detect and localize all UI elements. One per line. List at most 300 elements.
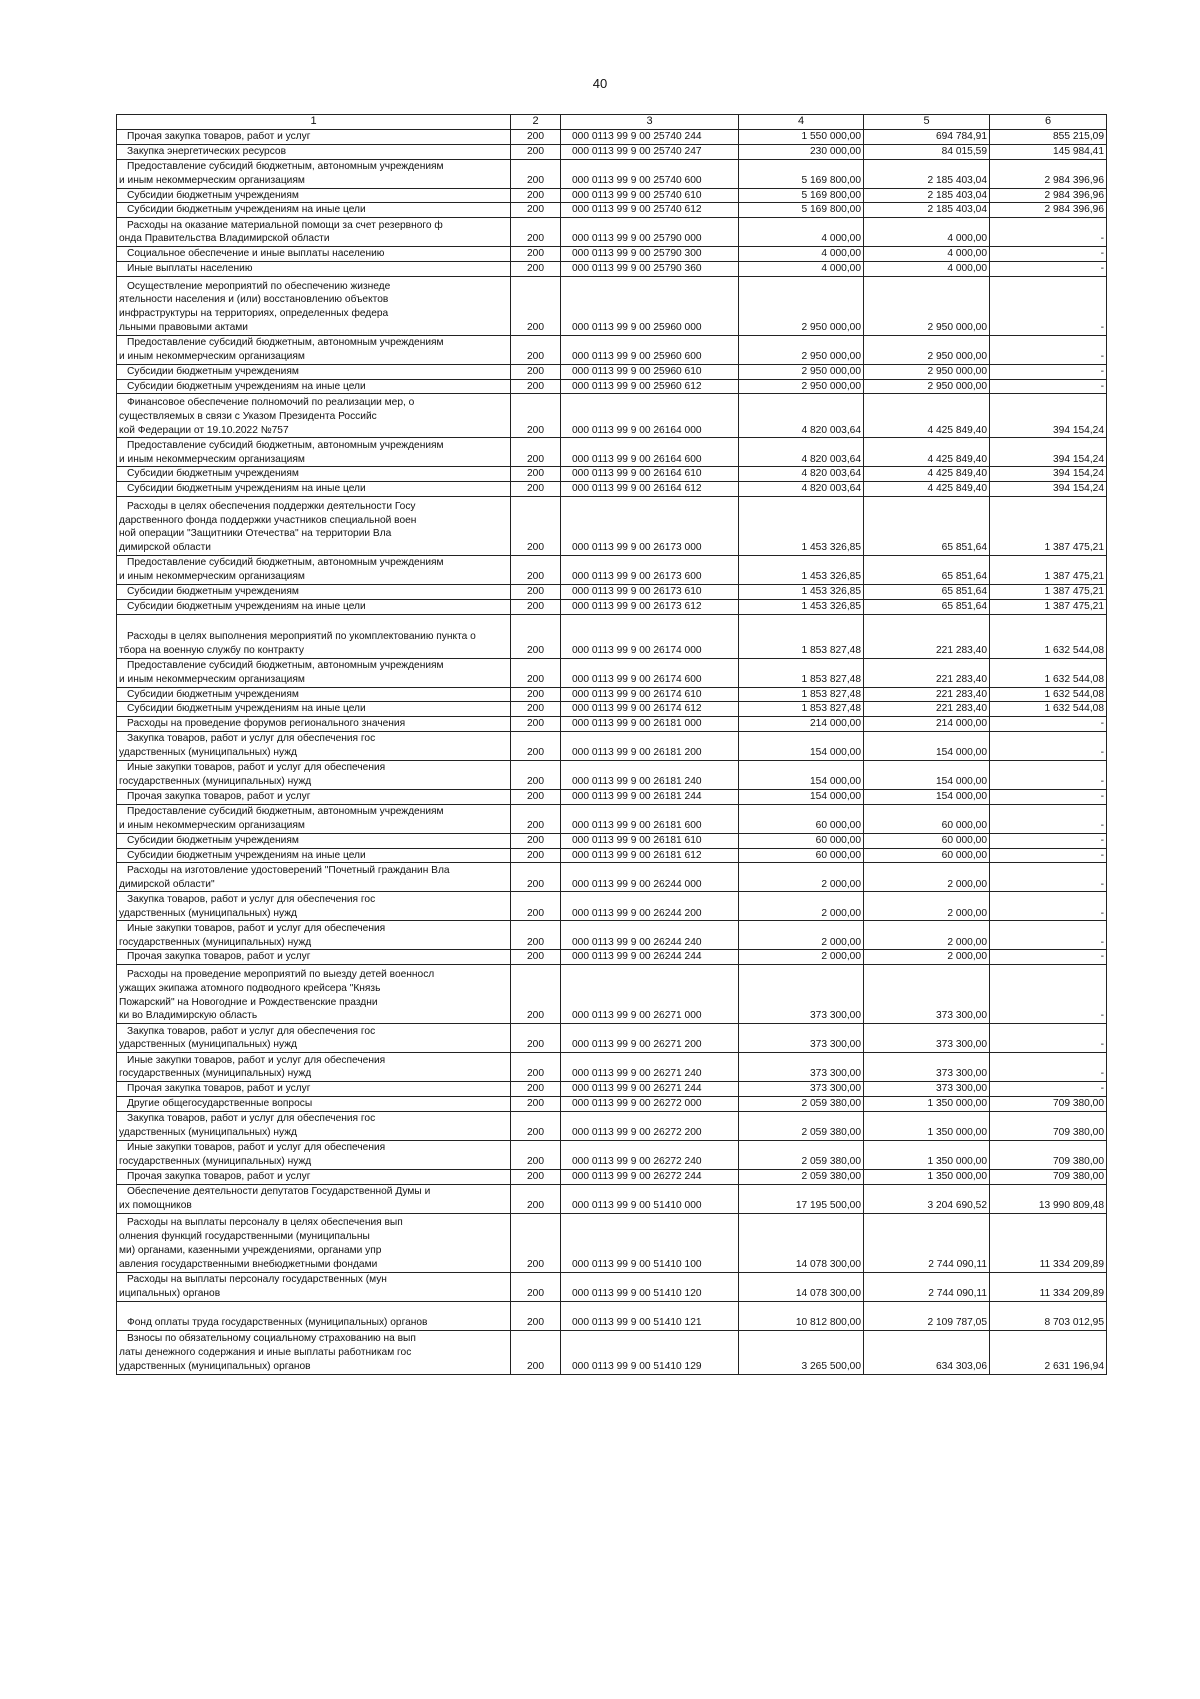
budget-classification-code-cell: 000 0113 99 9 00 26181 000 [561,717,739,732]
expense-name-cell: Закупка товаров, работ и услуг для обеспечения гос ударственных (муниципальных) нужд [117,892,511,921]
table-row [117,1096,1107,1111]
table-row [117,482,1107,497]
budget-classification-code-cell: 000 0113 99 9 00 25740 600 [561,159,739,188]
page-number: 40 [592,76,608,91]
table-row [117,379,1107,394]
executed-amount-cell: 4 425 849,40 [864,467,990,482]
unexecuted-amount-cell: 394 154,24 [990,482,1107,497]
unexecuted-amount-cell: - [990,335,1107,364]
budget-classification-code-cell: 000 0113 99 9 00 26181 612 [561,848,739,863]
approved-amount-cell: 1 853 827,48 [739,658,864,687]
executed-amount-cell: 2 744 090,11 [864,1213,990,1272]
table-row [117,1111,1107,1140]
line-code-cell: 200 [511,804,561,833]
approved-amount-cell: 60 000,00 [739,833,864,848]
budget-classification-code-cell: 000 0113 99 9 00 26244 000 [561,863,739,892]
line-code-cell: 200 [511,276,561,335]
unexecuted-amount-cell: - [990,364,1107,379]
executed-amount-cell: 65 851,64 [864,555,990,584]
expense-name-cell: Иные закупки товаров, работ и услуг для обеспечения государственных (муниципальных) нужд [117,1053,511,1082]
executed-amount-cell: 2 744 090,11 [864,1272,990,1301]
executed-amount-cell: 4 000,00 [864,247,990,262]
budget-classification-code-cell: 000 0113 99 9 00 51410 121 [561,1301,739,1330]
expense-name-cell: Предоставление субсидий бюджетным, автономным учреждениям и иным некоммерческим организациям [117,804,511,833]
approved-amount-cell: 5 169 800,00 [739,188,864,203]
line-code-cell: 200 [511,950,561,965]
executed-amount-cell: 4 425 849,40 [864,438,990,467]
budget-classification-code-cell: 000 0113 99 9 00 25740 610 [561,188,739,203]
expense-name-cell: Иные закупки товаров, работ и услуг для обеспечения государственных (муниципальных) нужд [117,921,511,950]
approved-amount-cell: 17 195 500,00 [739,1184,864,1213]
executed-amount-cell: 2 000,00 [864,921,990,950]
table-row [117,1053,1107,1082]
line-code-cell: 200 [511,247,561,262]
expense-name-cell: Обеспечение деятельности депутатов Государственной Думы и их помощников [117,1184,511,1213]
expense-name-cell: Прочая закупка товаров, работ и услуг [117,1082,511,1097]
expense-name-cell: Субсидии бюджетным учреждениям [117,833,511,848]
unexecuted-amount-cell: 2 631 196,94 [990,1330,1107,1374]
expense-name-cell: Расходы в целях обеспечения поддержки деятельности Госу дарственного фонда поддержки участников специальной воен ной операции "Защитники Отечества" на территории Вла димирской области [117,496,511,555]
expense-name-cell: Субсидии бюджетным учреждениям [117,188,511,203]
unexecuted-amount-cell: 394 154,24 [990,394,1107,438]
unexecuted-amount-cell: 1 632 544,08 [990,702,1107,717]
approved-amount-cell: 4 820 003,64 [739,438,864,467]
table-row [117,1169,1107,1184]
executed-amount-cell: 1 350 000,00 [864,1111,990,1140]
table-row [117,335,1107,364]
line-code-cell: 200 [511,496,561,555]
approved-amount-cell: 2 000,00 [739,863,864,892]
line-code-cell: 200 [511,892,561,921]
budget-classification-code-cell: 000 0113 99 9 00 25740 244 [561,130,739,145]
unexecuted-amount-cell: 394 154,24 [990,438,1107,467]
unexecuted-amount-cell: 855 215,09 [990,130,1107,145]
expense-name-cell: Субсидии бюджетным учреждениям на иные цели [117,702,511,717]
approved-amount-cell: 214 000,00 [739,717,864,732]
approved-amount-cell: 2 059 380,00 [739,1140,864,1169]
line-code-cell: 200 [511,203,561,218]
executed-amount-cell: 2 185 403,04 [864,159,990,188]
table-row [117,496,1107,555]
unexecuted-amount-cell: 709 380,00 [990,1140,1107,1169]
unexecuted-amount-cell: - [990,1024,1107,1053]
table-row [117,159,1107,188]
executed-amount-cell: 221 283,40 [864,687,990,702]
line-code-cell: 200 [511,555,561,584]
budget-classification-code-cell: 000 0113 99 9 00 26272 000 [561,1096,739,1111]
line-code-cell: 200 [511,379,561,394]
expense-name-cell: Расходы на выплаты персоналу в целях обеспечения вып олнения функций государственными (муниципальны ми) органами, казенными учреждениями, органами упр авления государственными внебюджетными фондами [117,1213,511,1272]
unexecuted-amount-cell: 709 380,00 [990,1096,1107,1111]
budget-classification-code-cell: 000 0113 99 9 00 51410 000 [561,1184,739,1213]
executed-amount-cell: 4 425 849,40 [864,394,990,438]
approved-amount-cell: 373 300,00 [739,1082,864,1097]
line-code-cell: 200 [511,438,561,467]
approved-amount-cell: 2 950 000,00 [739,335,864,364]
table-row [117,1213,1107,1272]
table-row [117,276,1107,335]
table-row [117,467,1107,482]
table-row [117,965,1107,1024]
unexecuted-amount-cell: - [990,379,1107,394]
unexecuted-amount-cell: - [990,892,1107,921]
executed-amount-cell: 2 185 403,04 [864,203,990,218]
line-code-cell: 200 [511,467,561,482]
line-code-cell: 200 [511,687,561,702]
line-code-cell: 200 [511,921,561,950]
line-code-cell: 200 [511,159,561,188]
line-code-cell: 200 [511,482,561,497]
executed-amount-cell: 154 000,00 [864,731,990,760]
approved-amount-cell: 373 300,00 [739,1024,864,1053]
expense-name-cell: Расходы на изготовление удостоверений "Почетный гражданин Вла димирской области" [117,863,511,892]
approved-amount-cell: 14 078 300,00 [739,1272,864,1301]
budget-classification-code-cell: 000 0113 99 9 00 26174 600 [561,658,739,687]
approved-amount-cell: 3 265 500,00 [739,1330,864,1374]
expense-name-cell: Субсидии бюджетным учреждениям [117,364,511,379]
budget-classification-code-cell: 000 0113 99 9 00 26244 240 [561,921,739,950]
budget-classification-code-cell: 000 0113 99 9 00 25790 300 [561,247,739,262]
expense-name-cell: Расходы на проведение форумов регионального значения [117,717,511,732]
table-row [117,1140,1107,1169]
approved-amount-cell: 230 000,00 [739,144,864,159]
executed-amount-cell: 2 000,00 [864,892,990,921]
unexecuted-amount-cell: 1 632 544,08 [990,687,1107,702]
unexecuted-amount-cell: 11 334 209,89 [990,1272,1107,1301]
budget-classification-code-cell: 000 0113 99 9 00 26244 200 [561,892,739,921]
expense-name-cell: Прочая закупка товаров, работ и услуг [117,789,511,804]
line-code-cell: 200 [511,364,561,379]
table-row [117,261,1107,276]
budget-classification-code-cell: 000 0113 99 9 00 26271 244 [561,1082,739,1097]
budget-classification-code-cell: 000 0113 99 9 00 26164 610 [561,467,739,482]
line-code-cell: 200 [511,965,561,1024]
line-code-cell: 200 [511,1330,561,1374]
line-code-cell: 200 [511,1140,561,1169]
unexecuted-amount-cell: - [990,965,1107,1024]
executed-amount-cell: 60 000,00 [864,804,990,833]
approved-amount-cell: 1 853 827,48 [739,614,864,658]
line-code-cell: 200 [511,1184,561,1213]
line-code-cell: 200 [511,614,561,658]
approved-amount-cell: 2 950 000,00 [739,276,864,335]
budget-classification-code-cell: 000 0113 99 9 00 25740 612 [561,203,739,218]
unexecuted-amount-cell: 1 387 475,21 [990,496,1107,555]
table-row [117,950,1107,965]
column-header-6: 6 [990,115,1107,130]
expense-name-cell: Финансовое обеспечение полномочий по реализации мер, о существляемых в связи с Указом Президента Российс кой Федерации от 19.10.2022 №757 [117,394,511,438]
unexecuted-amount-cell: - [990,804,1107,833]
line-code-cell: 200 [511,1213,561,1272]
approved-amount-cell: 4 000,00 [739,247,864,262]
table-row [117,848,1107,863]
line-code-cell: 200 [511,833,561,848]
budget-classification-code-cell: 000 0113 99 9 00 25960 610 [561,364,739,379]
line-code-cell: 200 [511,1096,561,1111]
expense-name-cell: Другие общегосударственные вопросы [117,1096,511,1111]
approved-amount-cell: 1 453 326,85 [739,555,864,584]
executed-amount-cell: 65 851,64 [864,599,990,614]
expense-name-cell: Закупка товаров, работ и услуг для обеспечения гос ударственных (муниципальных) нужд [117,731,511,760]
approved-amount-cell: 2 059 380,00 [739,1111,864,1140]
table-row [117,130,1107,145]
expense-name-cell: Социальное обеспечение и иные выплаты населению [117,247,511,262]
line-code-cell: 200 [511,1111,561,1140]
budget-classification-code-cell: 000 0113 99 9 00 25960 612 [561,379,739,394]
executed-amount-cell: 221 283,40 [864,614,990,658]
table-row [117,188,1107,203]
expense-name-cell: Прочая закупка товаров, работ и услуг [117,130,511,145]
executed-amount-cell: 4 425 849,40 [864,482,990,497]
unexecuted-amount-cell: - [990,789,1107,804]
approved-amount-cell: 2 000,00 [739,921,864,950]
unexecuted-amount-cell: 145 984,41 [990,144,1107,159]
unexecuted-amount-cell: - [990,717,1107,732]
expense-name-cell: Закупка товаров, работ и услуг для обеспечения гос ударственных (муниципальных) нужд [117,1024,511,1053]
executed-amount-cell: 84 015,59 [864,144,990,159]
table-row [117,1082,1107,1097]
approved-amount-cell: 2 950 000,00 [739,379,864,394]
line-code-cell: 200 [511,731,561,760]
unexecuted-amount-cell: 1 387 475,21 [990,555,1107,584]
unexecuted-amount-cell: - [990,1082,1107,1097]
column-header-2: 2 [511,115,561,130]
approved-amount-cell: 1 853 827,48 [739,702,864,717]
expense-name-cell: Субсидии бюджетным учреждениям на иные цели [117,482,511,497]
executed-amount-cell: 2 185 403,04 [864,188,990,203]
budget-execution-table [116,114,1107,1375]
budget-classification-code-cell: 000 0113 99 9 00 26173 610 [561,584,739,599]
budget-classification-code-cell: 000 0113 99 9 00 25740 247 [561,144,739,159]
executed-amount-cell: 3 204 690,52 [864,1184,990,1213]
executed-amount-cell: 634 303,06 [864,1330,990,1374]
unexecuted-amount-cell: 1 387 475,21 [990,584,1107,599]
budget-classification-code-cell: 000 0113 99 9 00 26174 612 [561,702,739,717]
executed-amount-cell: 373 300,00 [864,1024,990,1053]
approved-amount-cell: 2 059 380,00 [739,1169,864,1184]
expense-name-cell: Предоставление субсидий бюджетным, автономным учреждениям и иным некоммерческим организациям [117,555,511,584]
unexecuted-amount-cell: - [990,731,1107,760]
budget-classification-code-cell: 000 0113 99 9 00 26181 610 [561,833,739,848]
unexecuted-amount-cell: 2 984 396,96 [990,203,1107,218]
budget-classification-code-cell: 000 0113 99 9 00 26173 000 [561,496,739,555]
table-row [117,658,1107,687]
line-code-cell: 200 [511,863,561,892]
expense-name-cell: Предоставление субсидий бюджетным, автономным учреждениям и иным некоммерческим организациям [117,335,511,364]
table-row [117,247,1107,262]
expense-name-cell: Субсидии бюджетным учреждениям на иные цели [117,379,511,394]
table-row [117,614,1107,658]
table-row [117,438,1107,467]
table-row [117,1024,1107,1053]
table-row [117,394,1107,438]
approved-amount-cell: 4 000,00 [739,261,864,276]
budget-classification-code-cell: 000 0113 99 9 00 51410 120 [561,1272,739,1301]
budget-classification-code-cell: 000 0113 99 9 00 26244 244 [561,950,739,965]
table-row [117,863,1107,892]
executed-amount-cell: 2 000,00 [864,950,990,965]
table-row [117,760,1107,789]
budget-classification-code-cell: 000 0113 99 9 00 25790 360 [561,261,739,276]
expense-name-cell: Расходы в целях выполнения мероприятий по укомплектованию пункта о тбора на военную службу по контракту [117,614,511,658]
line-code-cell: 200 [511,1301,561,1330]
column-header-1: 1 [117,115,511,130]
executed-amount-cell: 4 000,00 [864,261,990,276]
table-row [117,789,1107,804]
executed-amount-cell: 373 300,00 [864,965,990,1024]
expense-name-cell: Иные выплаты населению [117,261,511,276]
executed-amount-cell: 4 000,00 [864,218,990,247]
executed-amount-cell: 221 283,40 [864,658,990,687]
expense-name-cell: Фонд оплаты труда государственных (муниципальных) органов [117,1301,511,1330]
executed-amount-cell: 60 000,00 [864,833,990,848]
budget-classification-code-cell: 000 0113 99 9 00 26181 240 [561,760,739,789]
table-row [117,892,1107,921]
line-code-cell: 200 [511,599,561,614]
approved-amount-cell: 4 000,00 [739,218,864,247]
approved-amount-cell: 10 812 800,00 [739,1301,864,1330]
unexecuted-amount-cell: 2 984 396,96 [990,159,1107,188]
unexecuted-amount-cell: - [990,921,1107,950]
table-row [117,599,1107,614]
unexecuted-amount-cell: 1 632 544,08 [990,658,1107,687]
unexecuted-amount-cell: - [990,218,1107,247]
expense-name-cell: Расходы на проведение мероприятий по выезду детей военносл ужащих экипажа атомного подводного крейсера "Князь Пожарский" на Новогодние и Рождественские праздни ки во Владимирскую область [117,965,511,1024]
approved-amount-cell: 4 820 003,64 [739,394,864,438]
line-code-cell: 200 [511,702,561,717]
line-code-cell: 200 [511,848,561,863]
budget-classification-code-cell: 000 0113 99 9 00 26271 240 [561,1053,739,1082]
unexecuted-amount-cell: 8 703 012,95 [990,1301,1107,1330]
budget-classification-code-cell: 000 0113 99 9 00 25960 600 [561,335,739,364]
approved-amount-cell: 1 453 326,85 [739,584,864,599]
budget-classification-code-cell: 000 0113 99 9 00 26164 612 [561,482,739,497]
table-row [117,555,1107,584]
budget-classification-code-cell: 000 0113 99 9 00 26174 000 [561,614,739,658]
expense-name-cell: Осуществление мероприятий по обеспечению жизнеде ятельности населения и (или) восстановлению объектов инфраструктуры на территориях, определенных федера льными правовыми актами [117,276,511,335]
expense-name-cell: Взносы по обязательному социальному страхованию на вып латы денежного содержания и иные выплаты работникам гос ударственных (муниципальных) органов [117,1330,511,1374]
approved-amount-cell: 154 000,00 [739,731,864,760]
expense-name-cell: Прочая закупка товаров, работ и услуг [117,1169,511,1184]
table-row [117,1184,1107,1213]
table-row [117,1301,1107,1330]
expense-name-cell: Закупка энергетических ресурсов [117,144,511,159]
table-row [117,364,1107,379]
table-row [117,218,1107,247]
line-code-cell: 200 [511,1082,561,1097]
expense-name-cell: Предоставление субсидий бюджетным, автономным учреждениям и иным некоммерческим организациям [117,159,511,188]
budget-classification-code-cell: 000 0113 99 9 00 26181 200 [561,731,739,760]
expense-name-cell: Прочая закупка товаров, работ и услуг [117,950,511,965]
executed-amount-cell: 2 109 787,05 [864,1301,990,1330]
budget-classification-code-cell: 000 0113 99 9 00 26164 600 [561,438,739,467]
approved-amount-cell: 1 853 827,48 [739,687,864,702]
column-header-3: 3 [561,115,739,130]
budget-classification-code-cell: 000 0113 99 9 00 26181 244 [561,789,739,804]
table-row [117,584,1107,599]
unexecuted-amount-cell: - [990,848,1107,863]
approved-amount-cell: 373 300,00 [739,965,864,1024]
unexecuted-amount-cell: 2 984 396,96 [990,188,1107,203]
unexecuted-amount-cell: 11 334 209,89 [990,1213,1107,1272]
executed-amount-cell: 2 950 000,00 [864,335,990,364]
budget-classification-code-cell: 000 0113 99 9 00 51410 100 [561,1213,739,1272]
executed-amount-cell: 2 950 000,00 [864,379,990,394]
budget-classification-code-cell: 000 0113 99 9 00 26164 000 [561,394,739,438]
line-code-cell: 200 [511,1053,561,1082]
budget-classification-code-cell: 000 0113 99 9 00 26173 600 [561,555,739,584]
line-code-cell: 200 [511,218,561,247]
line-code-cell: 200 [511,1024,561,1053]
approved-amount-cell: 2 059 380,00 [739,1096,864,1111]
budget-classification-code-cell: 000 0113 99 9 00 25790 000 [561,218,739,247]
table-row [117,702,1107,717]
expense-name-cell: Субсидии бюджетным учреждениям [117,687,511,702]
expense-name-cell: Субсидии бюджетным учреждениям на иные цели [117,203,511,218]
approved-amount-cell: 2 000,00 [739,950,864,965]
table-row [117,833,1107,848]
executed-amount-cell: 1 350 000,00 [864,1140,990,1169]
executed-amount-cell: 2 950 000,00 [864,276,990,335]
unexecuted-amount-cell: 709 380,00 [990,1111,1107,1140]
expense-name-cell: Субсидии бюджетным учреждениям [117,467,511,482]
line-code-cell: 200 [511,394,561,438]
unexecuted-amount-cell: - [990,1053,1107,1082]
line-code-cell: 200 [511,789,561,804]
executed-amount-cell: 65 851,64 [864,584,990,599]
approved-amount-cell: 1 453 326,85 [739,599,864,614]
expense-name-cell: Предоставление субсидий бюджетным, автономным учреждениям и иным некоммерческим организациям [117,438,511,467]
expense-name-cell: Субсидии бюджетным учреждениям на иные цели [117,848,511,863]
unexecuted-amount-cell: - [990,261,1107,276]
line-code-cell: 200 [511,130,561,145]
executed-amount-cell: 1 350 000,00 [864,1096,990,1111]
approved-amount-cell: 154 000,00 [739,789,864,804]
line-code-cell: 200 [511,261,561,276]
unexecuted-amount-cell: 13 990 809,48 [990,1184,1107,1213]
budget-classification-code-cell: 000 0113 99 9 00 26271 200 [561,1024,739,1053]
budget-classification-code-cell: 000 0113 99 9 00 51410 129 [561,1330,739,1374]
line-code-cell: 200 [511,144,561,159]
executed-amount-cell: 65 851,64 [864,496,990,555]
unexecuted-amount-cell: - [990,950,1107,965]
table-row [117,687,1107,702]
expense-name-cell: Субсидии бюджетным учреждениям на иные цели [117,599,511,614]
unexecuted-amount-cell: - [990,760,1107,789]
table-row [117,203,1107,218]
table-row [117,144,1107,159]
unexecuted-amount-cell: - [990,833,1107,848]
approved-amount-cell: 14 078 300,00 [739,1213,864,1272]
approved-amount-cell: 60 000,00 [739,804,864,833]
expense-name-cell: Иные закупки товаров, работ и услуг для обеспечения государственных (муниципальных) нужд [117,760,511,789]
expense-name-cell: Иные закупки товаров, работ и услуг для обеспечения государственных (муниципальных) нужд [117,1140,511,1169]
line-code-cell: 200 [511,658,561,687]
approved-amount-cell: 1 453 326,85 [739,496,864,555]
approved-amount-cell: 373 300,00 [739,1053,864,1082]
column-header-4: 4 [739,115,864,130]
executed-amount-cell: 373 300,00 [864,1082,990,1097]
column-number-header-row [117,115,1107,130]
expense-name-cell: Субсидии бюджетным учреждениям [117,584,511,599]
budget-classification-code-cell: 000 0113 99 9 00 26272 244 [561,1169,739,1184]
column-header-5: 5 [864,115,990,130]
line-code-cell: 200 [511,1272,561,1301]
approved-amount-cell: 154 000,00 [739,760,864,789]
line-code-cell: 200 [511,335,561,364]
unexecuted-amount-cell: 1 387 475,21 [990,599,1107,614]
executed-amount-cell: 154 000,00 [864,789,990,804]
